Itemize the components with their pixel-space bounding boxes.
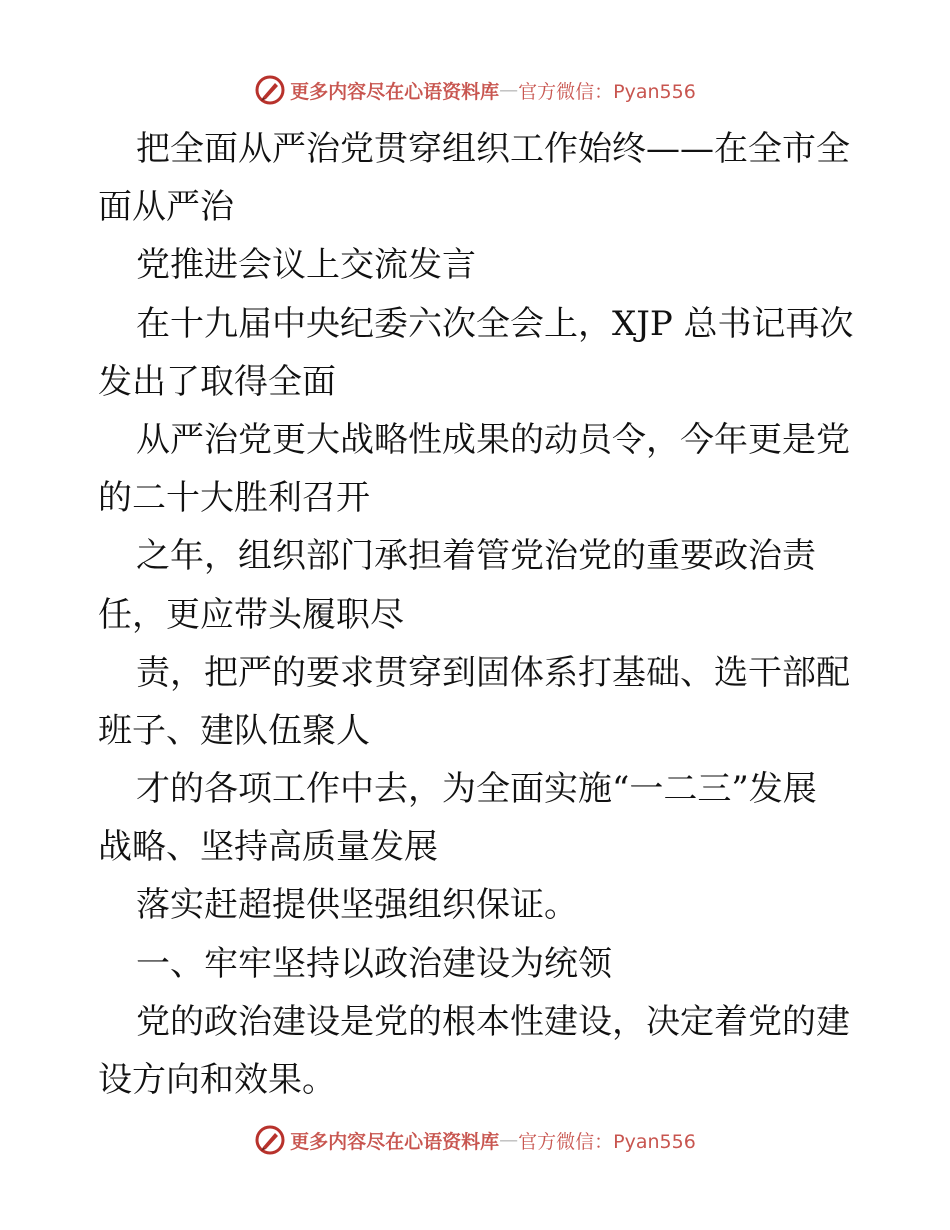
red-pen-logo-icon (254, 74, 286, 106)
text-line: 责，把严的要求贯穿到固体系打基础、选干部配 (136, 652, 850, 693)
text-line: 把全面从严治党贯穿组织工作始终——在全市全 (136, 129, 850, 169)
watermark-text: 更多内容尽在心语资料库 (290, 80, 500, 103)
text-line: 才的各项工作中去，为全面实施“一二三”发展 (136, 769, 817, 810)
text-line: 任，更应带头履职尽 (98, 594, 404, 635)
text-line: 落实赶超提供坚强组织保证。 (136, 885, 578, 926)
text-line: 面从严治 (98, 187, 234, 228)
text-line: 党的政治建设是党的根本性建设，决定着党的建 (136, 1001, 850, 1042)
text-line: 在十九届中央纪委六次全会上，XJP 总书记再次 (136, 303, 854, 344)
text-line: 班子、建队伍聚人 (98, 710, 370, 751)
section-heading: 一、牢牢坚持以政治建设为统领 (136, 943, 612, 984)
red-pen-logo-icon (254, 1124, 286, 1156)
document-body (98, 120, 854, 1109)
watermark-handle: 官方微信：Pyan556 (518, 80, 696, 103)
text-line: 从严治党更大战略性成果的动员令，今年更是党 (136, 419, 850, 460)
header-watermark (0, 72, 950, 108)
footer-watermark (0, 1122, 950, 1158)
watermark-text: 更多内容尽在心语资料库 (290, 1130, 500, 1153)
text-line: 之年，组织部门承担着管党治党的重要政治责 (136, 536, 816, 577)
text-line: 设方向和效果。 (98, 1060, 336, 1100)
text-line: 党推进会议上交流发言 (136, 245, 476, 286)
text-line: 发出了取得全面 (98, 361, 336, 402)
watermark-separator: — (499, 1129, 519, 1151)
watermark-separator: — (499, 79, 519, 101)
watermark-handle: 官方微信：Pyan556 (518, 1130, 696, 1153)
text-line: 战略、坚持高质量发展 (98, 827, 438, 868)
text-line: 的二十大胜利召开 (98, 478, 370, 519)
